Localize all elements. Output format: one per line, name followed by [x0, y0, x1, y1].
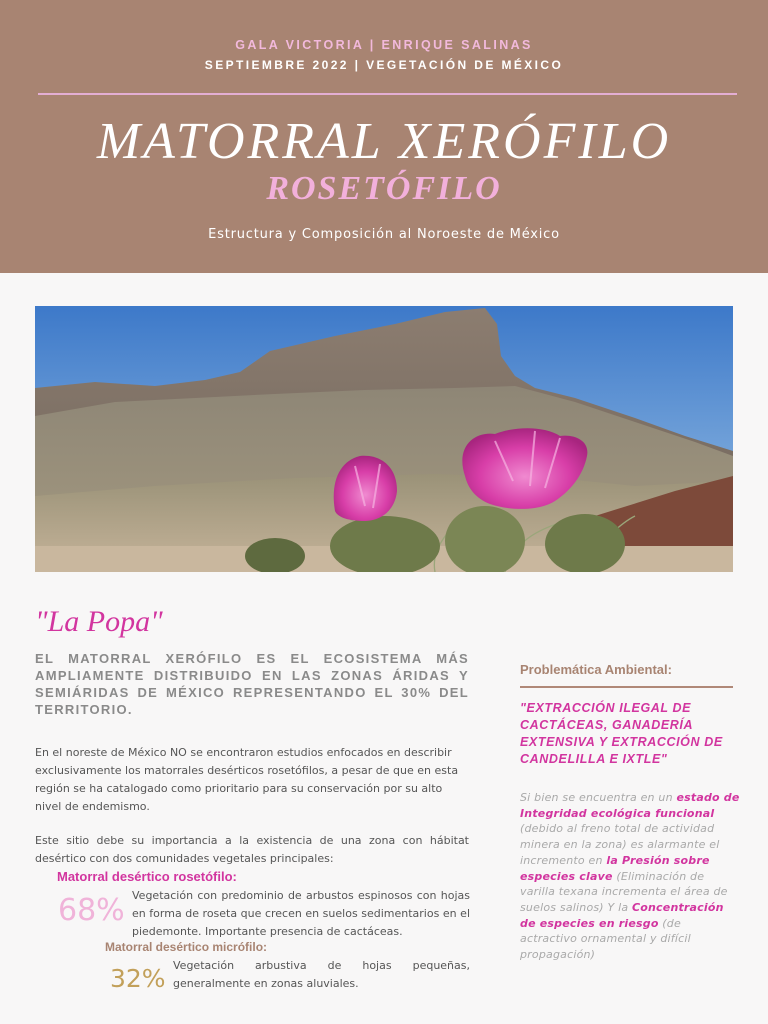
- date-line: SEPTIEMBRE 2022 | VEGETACIÓN DE MÉXICO: [204, 58, 564, 72]
- lead-paragraph: EL MATORRAL XERÓFILO ES EL ECOSISTEMA MÁS AMPLIAMENTE DISTRIBUIDO EN LAS ZONAS ÁRIDAS Y SEMIÁRIDAS DE MÉXICO REPRESENTANDO EL 30% DEL TERRITORIO.: [35, 651, 469, 717]
- body-paragraph-2: Este sitio debe su importancia a la existencia de una zona con hábitat desértico con dos comunidades vegetales principales:: [35, 834, 469, 865]
- stat-percent-rosetofilo: 68%: [58, 893, 125, 928]
- sidebar-heading: Problemática Ambiental:: [520, 662, 672, 677]
- sidebar-quote: "EXTRACCIÓN ILEGAL DE CACTÁCEAS, GANADERÍA EXTENSIVA Y EXTRACCIÓN DE CANDELILLA E IXTLE": [520, 701, 723, 766]
- page-subtitle: ROSETÓFILO: [266, 170, 502, 207]
- sidebar-emphasis-1: estado de Integridad ecológica funcional: [520, 791, 740, 820]
- header-banner: [0, 0, 768, 273]
- stat-text-rosetofilo: Vegetación con predominio de arbustos espinosos con hojas en forma de roseta que crecen en suelos sedimentarios en el piedemonte. Importante presencia de cactáceas.: [132, 889, 470, 938]
- page-title: MATORRAL XERÓFILO: [96, 113, 672, 170]
- stat-heading-microfilo: Matorral desértico micrófilo:: [105, 940, 268, 954]
- body-paragraph-1: En el noreste de México NO se encontraron estudios enfocados en describir exclusivamente los matorrales desérticos rosetófilos, a pesar de que en esta región se ha catalogado como prioritario para su conservación por su alto nivel de endemismo.: [35, 746, 459, 813]
- sidebar-text-3: (Eliminación de varilla texana incrementa el área de suelos salinos) Y la: [520, 869, 728, 914]
- sidebar-text-2: (debido al freno total de actividad minera en la zona) es alarmante el incremento en: [520, 822, 720, 867]
- page-tagline: Estructura y Composición al Noroeste de México: [208, 227, 560, 242]
- stat-text-microfilo: Vegetación arbustiva de hojas pequeñas, generalmente en zonas aluviales.: [173, 959, 470, 990]
- authors-line: GALA VICTORIA | ENRIQUE SALINAS: [235, 38, 533, 52]
- section-title: "La Popa": [35, 605, 163, 638]
- sidebar-emphasis-3: Concentración de especies en riesgo: [520, 900, 724, 930]
- sidebar-text-4: (de actractivo ornamental y difícil propagación): [520, 916, 691, 962]
- sidebar-text-1: Si bien se encuentra en un: [520, 791, 677, 804]
- stat-heading-rosetofilo: Matorral desértico rosetófilo:: [57, 869, 237, 884]
- sidebar-body: [520, 790, 740, 963]
- sidebar-divider: [520, 686, 733, 688]
- stat-percent-microfilo: 32%: [110, 964, 166, 993]
- header-divider: [38, 93, 737, 95]
- landscape-photo: [35, 306, 733, 572]
- sidebar-emphasis-2: la Presión sobre especies clave: [520, 853, 710, 883]
